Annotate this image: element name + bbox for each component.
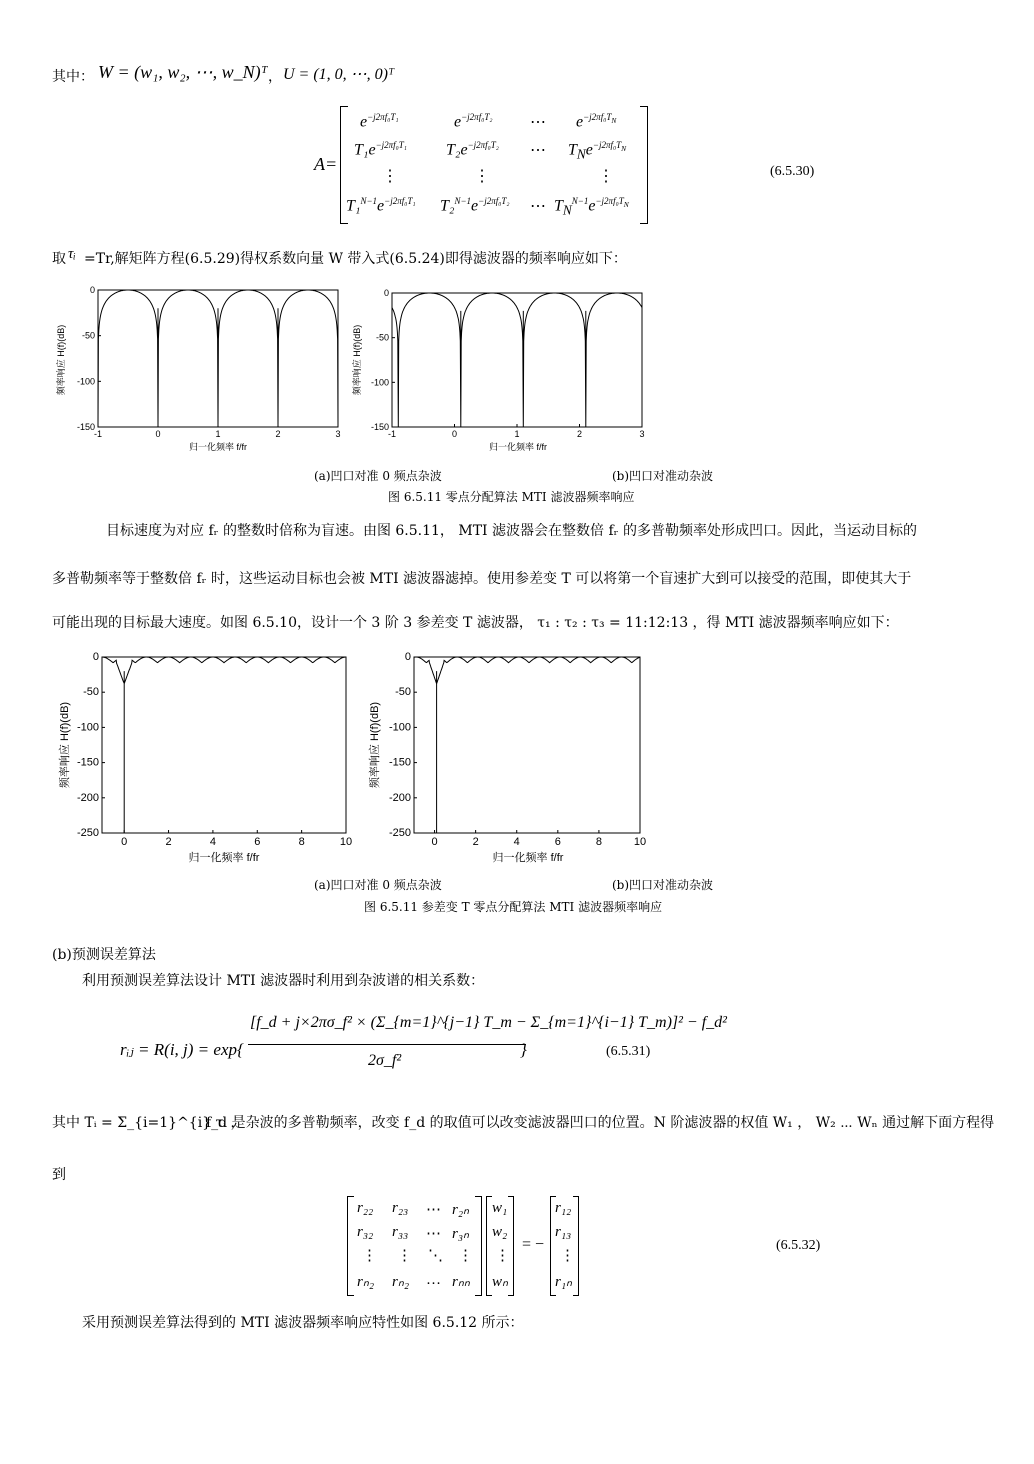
x-tick-label: 0 (155, 429, 161, 439)
x-tick-label: 10 (339, 836, 353, 848)
matrix-r-cell: r₂ₙ (452, 1202, 470, 1218)
x-tick-label: -1 (387, 429, 397, 439)
frequency-response-line (414, 657, 640, 833)
x-tick-label: 4 (513, 836, 520, 848)
x-tick-label: 0 (121, 836, 128, 848)
chart-1a (55, 285, 341, 452)
frequency-response-line (98, 290, 338, 427)
matrix-a-cell: ⋯ (530, 114, 546, 131)
figure-1-charts (50, 280, 650, 455)
figure-1-title: 图 6.5.11 零点分配算法 MTI 滤波器频率响应 (388, 490, 635, 504)
x-tick-label: 2 (472, 836, 479, 848)
paragraph-blind-line2: 多普勒频率等于整数倍 fᵣ 时，这些运动目标也会被 MTI 滤波器滤掉。使用参差变 T 可以将第一个盲速扩大到可以接受的范围，即使其大于 (52, 571, 912, 587)
section-heading: (b)预测误差算法 (52, 947, 156, 963)
y-tick-label: -200 (388, 791, 411, 804)
y-tick-label: -100 (76, 721, 99, 734)
y-tick-label: -250 (76, 827, 99, 839)
matrix-r-cell: ⋮ (458, 1248, 473, 1264)
equation-number: (6.5.31) (606, 1044, 651, 1059)
paragraph-blind-line3: 可能出现的目标最大速度。如图 6.5.10，设计一个 3 阶 3 参差变 T 滤波器， τ₁ : τ₂ : τ₃ = 11:12:13 ，得 MTI 滤波器频率响应如下： (52, 615, 899, 631)
matrix-a-right-bracket (640, 106, 648, 224)
eq-31-rhs: } (520, 1040, 527, 1059)
figure-2-charts (50, 645, 650, 870)
figure-1b-caption: (b)凹口对准动杂波 (612, 469, 714, 483)
matrix-a-cell: $T_2^{N-1}e^{-j2\pi f_0T_2}$ (440, 196, 510, 215)
y-tick-label: 0 (404, 651, 411, 663)
paragraph-prediction: 利用预测误差算法设计 MTI 滤波器时利用到杂波谱的相关系数： (82, 973, 485, 989)
chart-2a-ylabel: 频率响应 H(f)(dB) (59, 701, 71, 789)
eq-31-lhs: rᵢⱼ = R(i, j) = exp{ (120, 1040, 244, 1059)
paragraph-where-part3: 到 (52, 1167, 66, 1183)
x-tick-label: 2 (275, 429, 281, 439)
matrix-a-cell: $T_1^{N-1}e^{-j2\pi f_0T_1}$ (346, 196, 416, 215)
matrix-a-label: A= (314, 154, 338, 174)
vector-w-cell: w₂ (492, 1224, 508, 1240)
matrix-r-cell: r₃ₙ (452, 1226, 470, 1242)
x-tick-label: 2 (165, 836, 172, 848)
y-tick-label: 0 (92, 651, 99, 663)
vector-r-cell: r₁₂ (555, 1200, 572, 1216)
x-tick-label: 1 (215, 429, 221, 439)
figure-2b-caption: (b)凹口对准动杂波 (612, 878, 714, 892)
chart-2b-ylabel: 频率响应 H(f)(dB) (369, 701, 381, 789)
matrix-a-cell: $e^{-j2\pi f_0T_N}$ (576, 112, 617, 131)
vector-w-cell: ⋮ (495, 1248, 510, 1264)
x-tick-label: 10 (633, 836, 647, 848)
paragraph-take-prefix: 取 (52, 251, 66, 267)
y-tick-label: -250 (388, 827, 411, 839)
y-tick-label: -150 (76, 422, 95, 432)
matrix-r-left-bracket (347, 1196, 354, 1296)
matrix-r-cell: r₃₂ (357, 1224, 374, 1240)
x-tick-label: 3 (639, 429, 645, 439)
matrix-r-cell: ⋯ (426, 1202, 441, 1218)
matrix-a-cell: ⋮ (382, 168, 398, 185)
frequency-response-line (392, 293, 642, 427)
matrix-r-cell: rₙ₂ (392, 1274, 410, 1290)
matrix-a-cell: $T_N^{N-1}e^{-j2\pi f_0T_N}$ (554, 196, 629, 218)
matrix-a-cell: $T_2e^{-j2\pi f_0T_2}$ (446, 140, 499, 159)
y-tick-label: -50 (81, 330, 95, 341)
matrix-a-cell: ⋯ (530, 142, 546, 159)
equation-number: (6.5.30) (770, 164, 815, 179)
matrix-r-cell: r₂₂ (357, 1200, 374, 1216)
y-tick-label: -100 (388, 721, 411, 734)
chart-1a-xlabel: 归一化频率 f/fr (189, 442, 247, 452)
fraction-bar (248, 1044, 526, 1045)
matrix-r-cell: r₂₃ (392, 1200, 409, 1216)
vector-w-cell: w₁ (492, 1200, 508, 1216)
y-tick-label: -150 (370, 422, 389, 432)
x-tick-label: -1 (93, 429, 103, 439)
chart-1b-ylabel: 频率响应 H(f)(dB) (352, 324, 362, 396)
vector-r-cell: ⋮ (560, 1248, 575, 1264)
matrix-a-cell: ⋮ (474, 168, 490, 185)
y-tick-label: -150 (388, 756, 411, 769)
y-tick-label: 0 (89, 285, 95, 295)
y-tick-label: -150 (76, 756, 99, 769)
x-tick-label: 0 (431, 836, 438, 848)
chart-1a-ylabel: 频率响应 H(f)(dB) (56, 324, 66, 396)
chart-2b (367, 651, 646, 864)
intro-label: 其中： (52, 69, 94, 85)
vector-w-definition: W = (w₁, w₂, ⋯, w_N)ᵀ (98, 62, 268, 82)
matrix-r-cell: ⋮ (362, 1248, 377, 1264)
figure-1a-caption: (a)凹口对准 0 频点杂波 (314, 469, 442, 483)
vector-u-definition: U = (1, 0, ⋯, 0)ᵀ (283, 66, 395, 83)
y-tick-label: -50 (83, 686, 99, 699)
y-tick-label: 0 (383, 288, 389, 298)
y-tick-label: -50 (395, 686, 411, 699)
paragraph-final: 采用预测误差算法得到的 MTI 滤波器频率响应特性如图 6.5.12 所示： (82, 1315, 524, 1331)
matrix-r-cell: rₙₙ (452, 1274, 470, 1290)
y-tick-label: -50 (375, 332, 389, 343)
chart-2a (57, 651, 352, 864)
matrix-a-cell: $e^{-j2\pi f_0T_2}$ (454, 112, 493, 131)
vector-r-cell: r₁ₙ (555, 1274, 573, 1290)
x-tick-label: 8 (298, 836, 305, 848)
x-tick-label: 2 (576, 429, 583, 439)
y-tick-label: -100 (370, 377, 389, 388)
x-tick-label: 8 (595, 836, 602, 848)
eq-31-numerator: [f_d + j×2πσ_f² × (Σ_{m=1}^{j−1} T_m − Σ_{m=1}^{i−1} T_m)]² − f_d² (250, 1014, 727, 1031)
matrix-r-cell: rₙ₂ (357, 1274, 375, 1290)
tau-i-symbol: τᵢ (68, 246, 76, 262)
y-tick-label: -200 (76, 791, 99, 804)
chart-1b (351, 288, 645, 452)
matrix-a-cell: $T_Ne^{-j2\pi f_0T_N}$ (568, 140, 627, 162)
paragraph-where-part1: 其中 Tᵢ = Σ_{i=1}^{i} τᵢ ， (52, 1115, 245, 1131)
eq-31-denominator: 2σ_f² (368, 1052, 402, 1069)
vector-w-cell: wₙ (492, 1274, 508, 1290)
x-tick-label: 4 (209, 836, 216, 848)
paragraph-where-part2: f_d 是杂波的多普勒频率，改变 f_d 的取值可以改变滤波器凹口的位置。N 阶滤波器的权值 W₁ ， W₂ ⋯ Wₙ 通过解下面方程得 (206, 1115, 995, 1131)
matrix-r-cell: … (426, 1272, 441, 1288)
matrix-a-cell: ⋯ (530, 198, 546, 215)
chart-1b-xlabel: 归一化频率 f/fr (489, 442, 547, 452)
vector-r-cell: r₁₃ (555, 1224, 572, 1240)
matrix-r-cell: ⋮ (397, 1248, 412, 1264)
y-tick-label: -100 (76, 376, 95, 387)
matrix-r-cell: r₃₃ (392, 1224, 409, 1240)
matrix-a-cell: $e^{-j2\pi f_0T_1}$ (360, 112, 399, 131)
x-tick-label: 6 (554, 836, 561, 848)
matrix-a-cell: $T_1e^{-j2\pi f_0T_1}$ (354, 140, 407, 159)
x-tick-label: 6 (254, 836, 261, 848)
equals-minus: = − (522, 1236, 545, 1253)
paragraph-blind-line1: 目标速度为对应 fᵣ 的整数时倍称为盲速。由图 6.5.11， MTI 滤波器会在整数倍 fᵣ 的多普勒频率处形成凹口。因此，当运动目标的 (106, 523, 917, 539)
matrix-a-cell: ⋮ (598, 168, 614, 185)
x-tick-label: 0 (451, 429, 458, 439)
matrix-r-cell: ⋱ (428, 1248, 443, 1264)
figure-2a-caption: (a)凹口对准 0 频点杂波 (314, 878, 442, 892)
chart-2a-xlabel: 归一化频率 f/fr (188, 852, 260, 864)
equation-number: (6.5.32) (776, 1238, 821, 1253)
paragraph-take-text: =Tr,解矩阵方程(6.5.29)得权系数向量 W 带入式(6.5.24)即得滤波器的频率响应如下： (84, 251, 627, 267)
separator: ， (268, 69, 282, 85)
matrix-r-right-bracket (475, 1196, 482, 1296)
matrix-r-cell: ⋯ (426, 1226, 441, 1242)
figure-2-title: 图 6.5.11 参差变 T 零点分配算法 MTI 滤波器频率响应 (364, 900, 663, 914)
x-tick-label: 1 (514, 429, 520, 439)
x-tick-label: 3 (335, 429, 341, 439)
frequency-response-line (102, 657, 346, 833)
chart-2b-xlabel: 归一化频率 f/fr (492, 852, 564, 864)
